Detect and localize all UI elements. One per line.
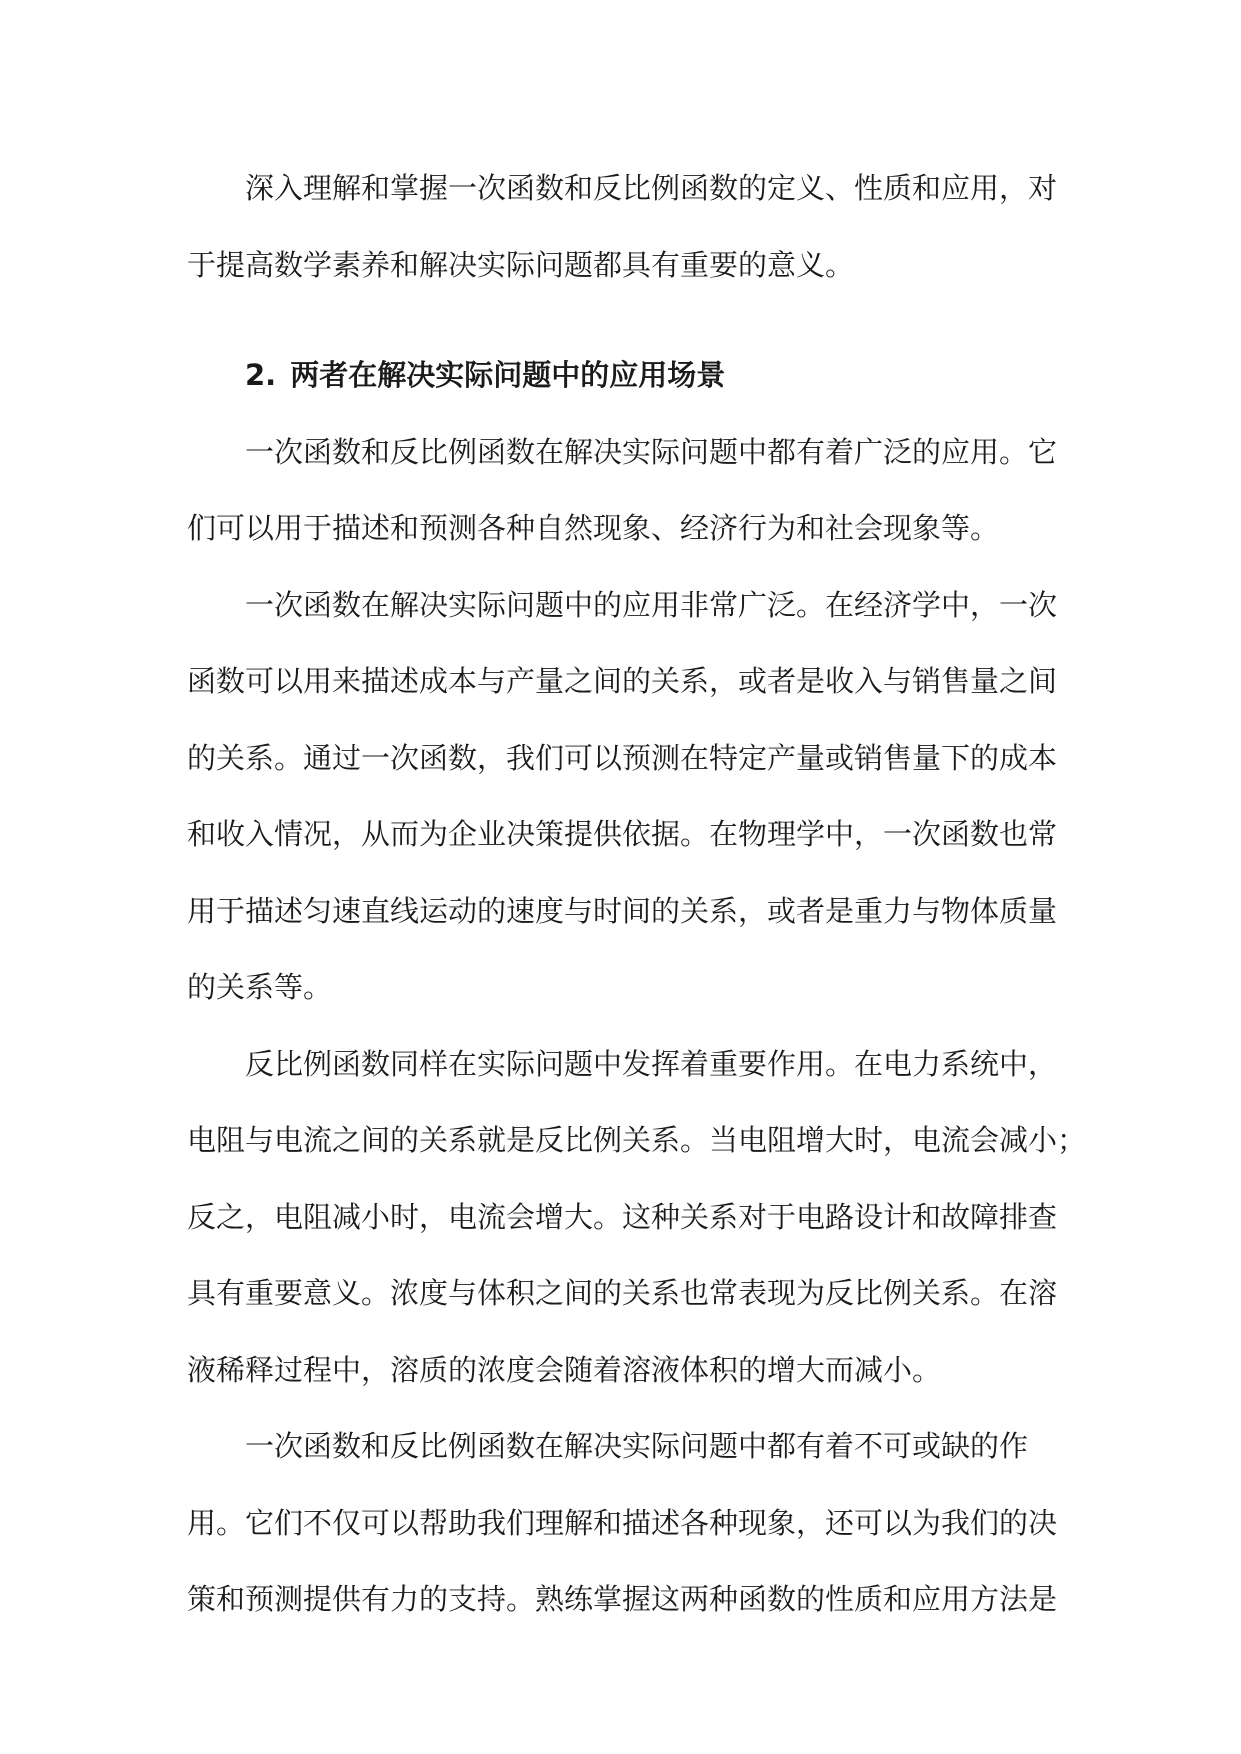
paragraph-applications-overview [187, 414, 1058, 567]
paragraph-line: 的关系等。 [187, 970, 333, 1004]
paragraph-line: 液稀释过程中，溶质的浓度会随着溶液体积的增大而减小。 [187, 1352, 942, 1387]
section-heading [187, 337, 1055, 414]
paragraph-line: 反比例函数同样在实际问题中发挥着重要作用。在电力系统中， [245, 1046, 1058, 1081]
paragraph-linear-function [187, 567, 1058, 1026]
paragraph-line: 于提高数学素养和解决实际问题都具有重要的意义。 [187, 247, 855, 282]
section-number: 2. [245, 358, 277, 392]
paragraph-line: 的关系。通过一次函数，我们可以预测在特定产量或销售量下的成本 [187, 740, 1058, 775]
paragraph-line: 们可以用于描述和预测各种自然现象、经济行为和社会现象等。 [187, 511, 1000, 545]
section-title: 两者在解决实际问题中的应用场景 [290, 358, 726, 392]
paragraph-line: 深入理解和掌握一次函数和反比例函数的定义、性质和应用，对 [245, 171, 1058, 205]
paragraph-line: 策和预测提供有力的支持。熟练掌握这两种函数的性质和应用方法是 [187, 1582, 1058, 1616]
paragraph-line: 函数可以用来描述成本与产量之间的关系，或者是收入与销售量之间 [187, 664, 1058, 698]
paragraph-line: 一次函数和反比例函数在解决实际问题中都有着广泛的应用。它 [245, 434, 1058, 469]
paragraph-line: 用于描述匀速直线运动的速度与时间的关系，或者是重力与物体质量 [187, 893, 1058, 928]
paragraph-line: 具有重要意义。浓度与体积之间的关系也常表现为反比例关系。在溶 [187, 1276, 1058, 1310]
paragraph-line: 和收入情况，从而为企业决策提供依据。在物理学中，一次函数也常 [187, 817, 1058, 851]
paragraph-inverse-proportion [187, 1026, 1087, 1409]
paragraph-intro [187, 150, 1058, 303]
document-body [187, 150, 1087, 1638]
paragraph-line: 用。它们不仅可以帮助我们理解和描述各种现象，还可以为我们的决 [187, 1505, 1058, 1540]
paragraph-line: 反之，电阻减小时，电流会增大。这种关系对于电路设计和故障排查 [187, 1199, 1058, 1234]
paragraph-line: 一次函数在解决实际问题中的应用非常广泛。在经济学中，一次 [245, 587, 1058, 622]
paragraph-summary [187, 1408, 1058, 1638]
paragraph-line: 电阻与电流之间的关系就是反比例关系。当电阻增大时，电流会减小； [187, 1123, 1087, 1157]
paragraph-line: 一次函数和反比例函数在解决实际问题中都有着不可或缺的作 [245, 1429, 1029, 1463]
